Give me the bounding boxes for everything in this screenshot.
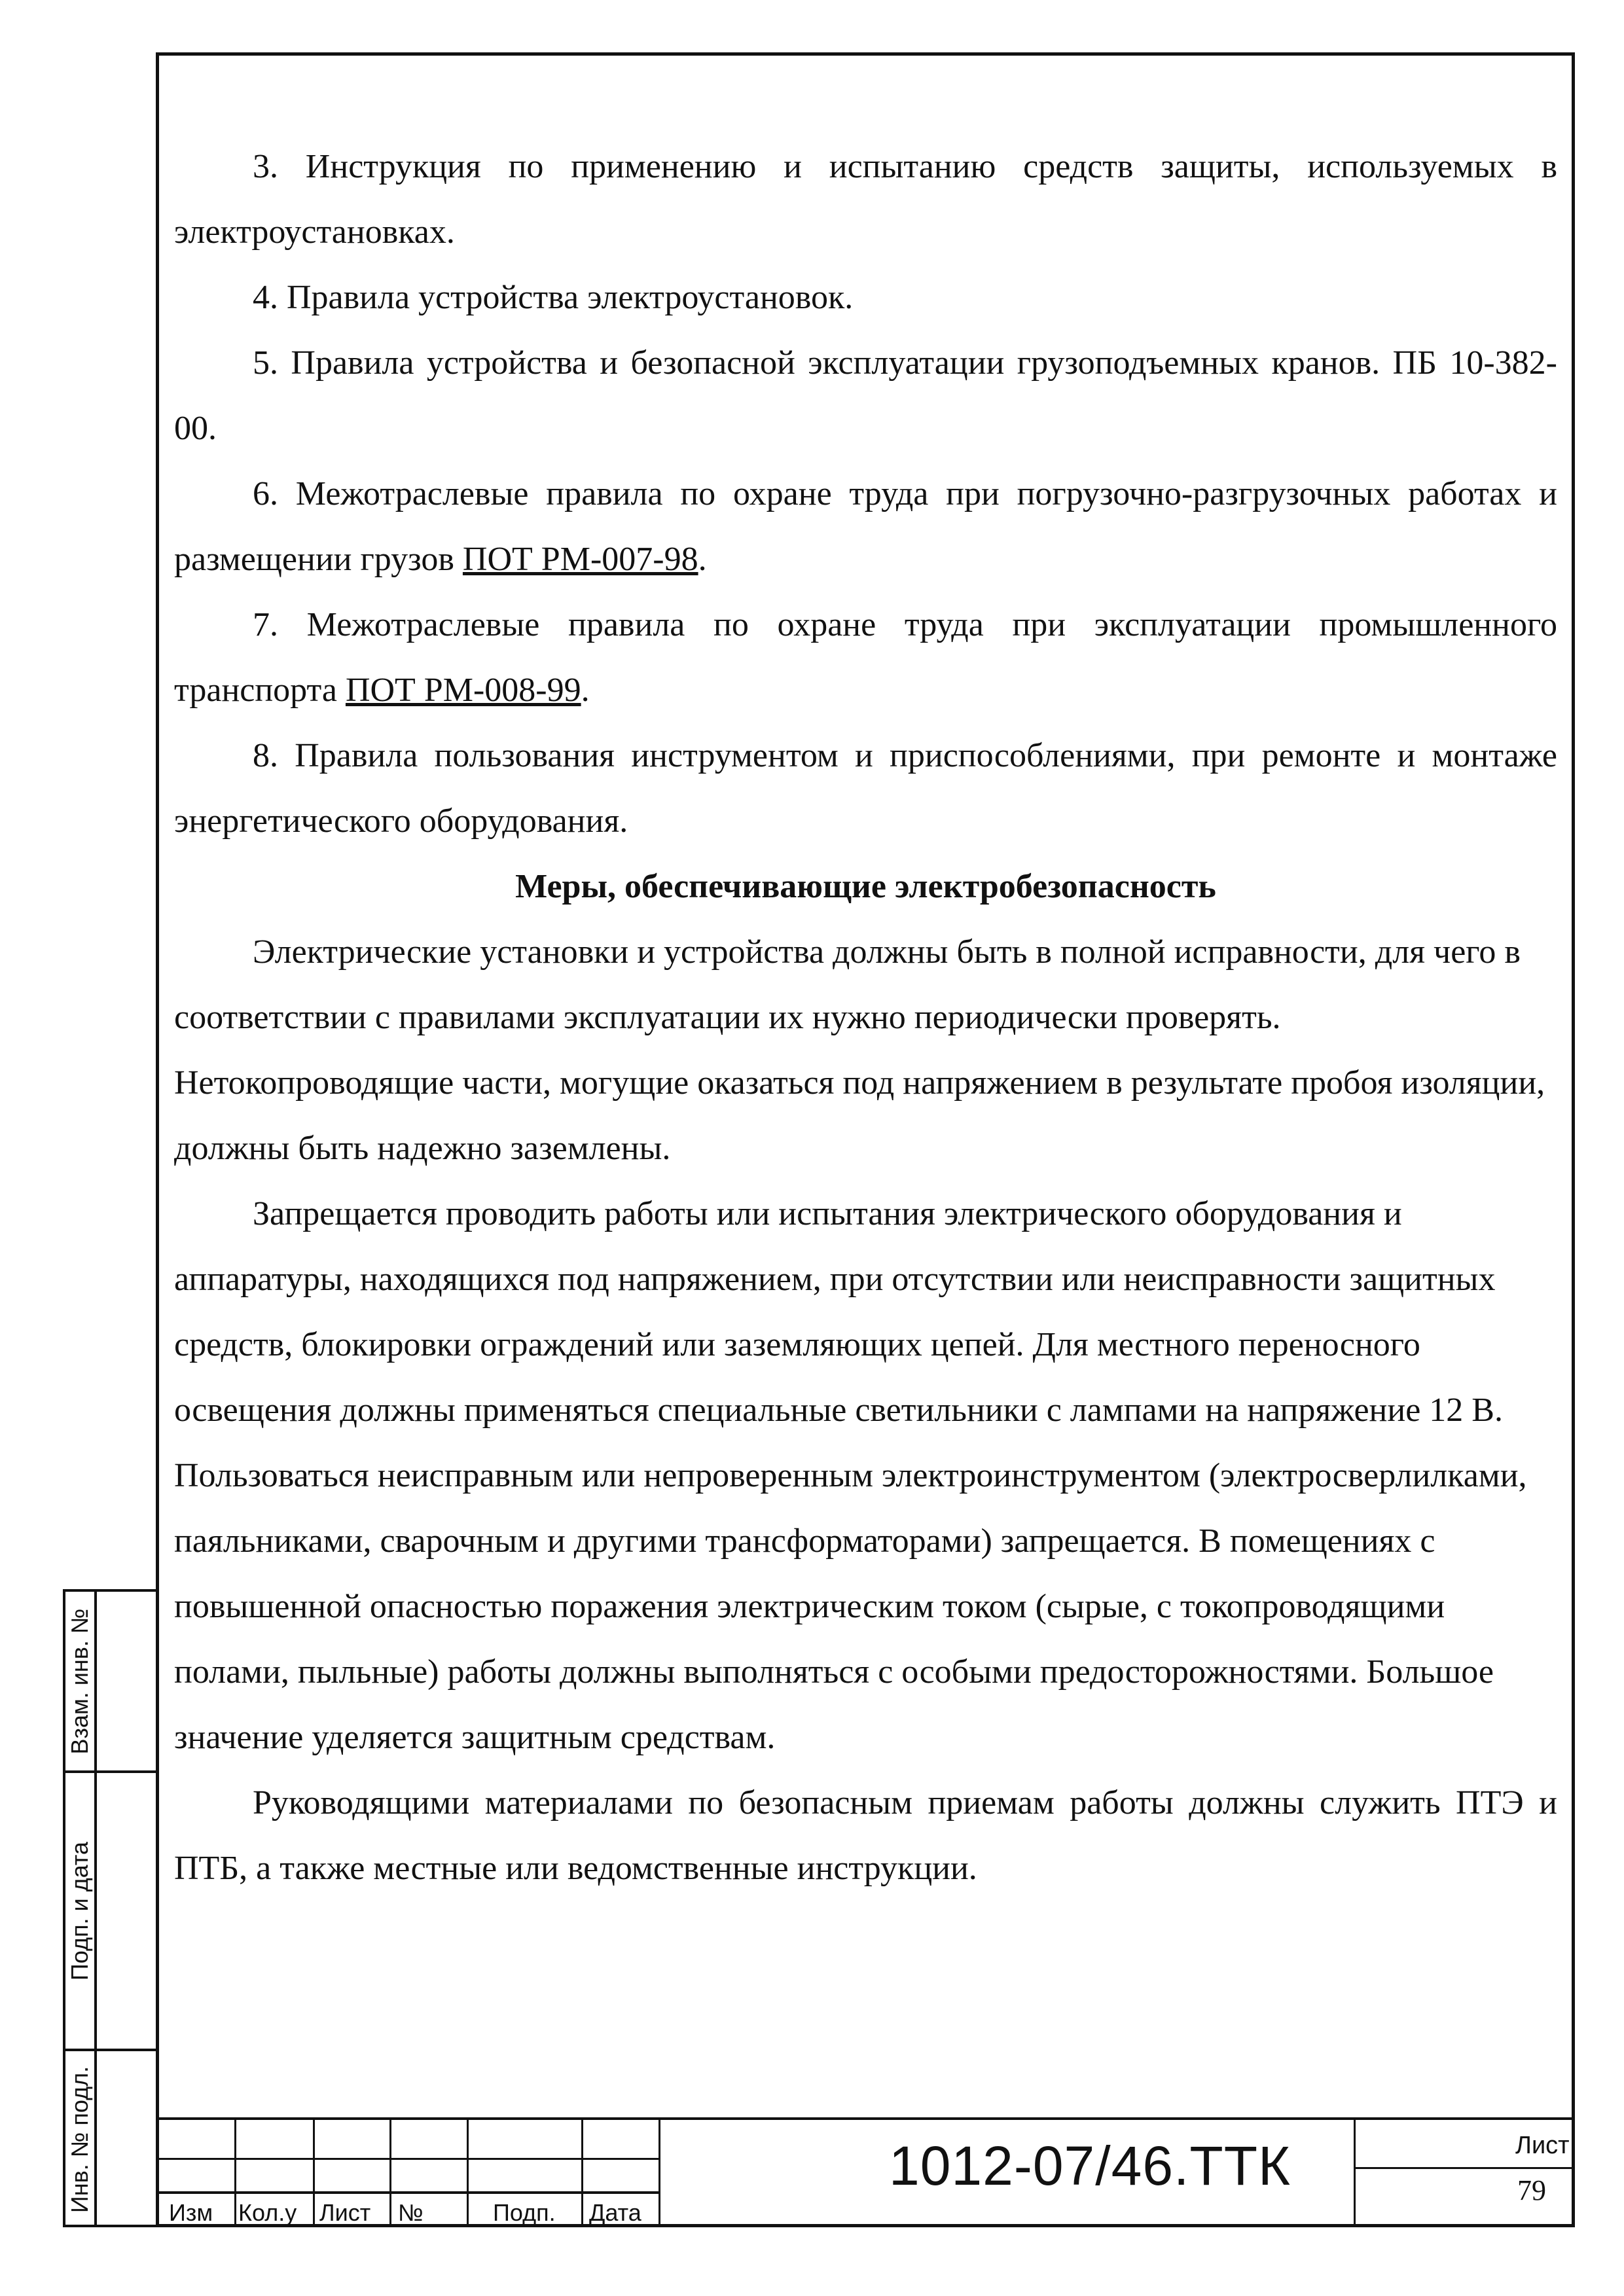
side-stamp-strip xyxy=(63,1589,156,2227)
tb-col-num: № xyxy=(398,2199,424,2226)
tb-row-line xyxy=(156,2158,659,2160)
tb-col-line xyxy=(313,2120,315,2227)
side-row-inv-orig xyxy=(65,2051,156,2227)
tb-col-line xyxy=(467,2120,469,2227)
list-item-6 xyxy=(174,461,1557,592)
tb-col-podp: Подп. xyxy=(493,2199,556,2226)
tb-col-line xyxy=(581,2120,583,2227)
tb-col-kolu: Кол.у xyxy=(238,2199,297,2226)
document-body xyxy=(174,134,1557,1901)
section-heading: Меры, обеспечивающие электробезопасность xyxy=(515,868,1216,905)
side-label-inv-orig: Инв. № подл. xyxy=(66,2066,93,2213)
body-paragraph-3: Руководящими материалами по безопасным приемам работы должны служить ПТЭ и ПТБ, а также местные или ведомственные инструкции. xyxy=(174,1784,1557,1887)
tb-sheet-line xyxy=(1354,2167,1575,2169)
tb-col-line xyxy=(1354,2120,1356,2227)
side-row-replace-inv xyxy=(65,1592,156,1773)
side-row-sign-date xyxy=(65,1773,156,2051)
tb-col-line xyxy=(234,2120,236,2227)
tb-row-line xyxy=(156,2191,659,2194)
list-item-7-text: 7. Межотраслевые правила по охране труда при эксплуатации промышленного транспорта xyxy=(174,606,1557,709)
standard-link-pot-rm-008[interactable]: ПОТ РМ-008-99 xyxy=(345,672,581,709)
tb-col-date: Дата xyxy=(589,2199,641,2226)
sheet-label: Лист xyxy=(1515,2132,1570,2159)
title-block xyxy=(156,2117,1575,2227)
side-label-replace-inv: Взам. инв. № xyxy=(66,1607,93,1755)
standard-link-pot-rm-007[interactable]: ПОТ РМ-007-98 xyxy=(462,541,698,578)
body-paragraph-1: Электрические установки и устройства должны быть в полной исправности, для чего в соответствии с правилами эксплуатации их нужно периодически проверять. Нетокопроводящие части, могущие оказаться под напряжением в результате пробоя изоляции, должны быть надежно заземлены. xyxy=(174,933,1545,1167)
list-item-8: 8. Правила пользования инструментом и приспособлениями, при ремонте и монтаже энергетического оборудования. xyxy=(174,737,1557,840)
list-item-6-text: 6. Межотраслевые правила по охране труда при погрузочно-разгрузочных работах и размещении грузов xyxy=(174,475,1557,578)
list-item-5: 5. Правила устройства и безопасной эксплуатации грузоподъемных кранов. ПБ 10-382-00. xyxy=(174,344,1557,447)
tb-col-line xyxy=(659,2120,660,2227)
list-item-4: 4. Правила устройства электроустановок. xyxy=(253,279,854,316)
tb-col-line xyxy=(389,2120,391,2227)
document-code: 1012-07/46.ТТК xyxy=(889,2135,1291,2197)
list-item-3: 3. Инструкция по применению и испытанию средств защиты, используемых в электроустановках. xyxy=(174,148,1557,251)
sheet-number: 79 xyxy=(1517,2174,1546,2206)
body-paragraph-2: Запрещается проводить работы или испытания электрического оборудования и аппаратуры, находящихся под напряжением, при отсутствии или неисправности защитных средств, блокировки ограждений или заземляющих цепей. Для местного переносного освещения должны применяться специальные светильники с лампами на напряжение 12 В. Пользоваться неисправным или непроверенным электроинструментом (электросверлилками, паяльниками, сварочным и другими трансформаторами) запрещается. В помещениях с повышенной опасностью поражения электрическим током (сырые, с токопроводящими полами, пыльные) работы должны выполняться с особыми предосторожностями. Большое значение уделяется защитным средствам. xyxy=(174,1195,1527,1756)
list-item-6-end: . xyxy=(698,541,707,578)
tb-col-izm: Изм xyxy=(169,2199,213,2226)
side-label-sign-date: Подп. и дата xyxy=(66,1841,93,1981)
list-item-7 xyxy=(174,592,1557,723)
list-item-7-end: . xyxy=(581,672,590,709)
tb-col-list: Лист xyxy=(319,2199,371,2226)
